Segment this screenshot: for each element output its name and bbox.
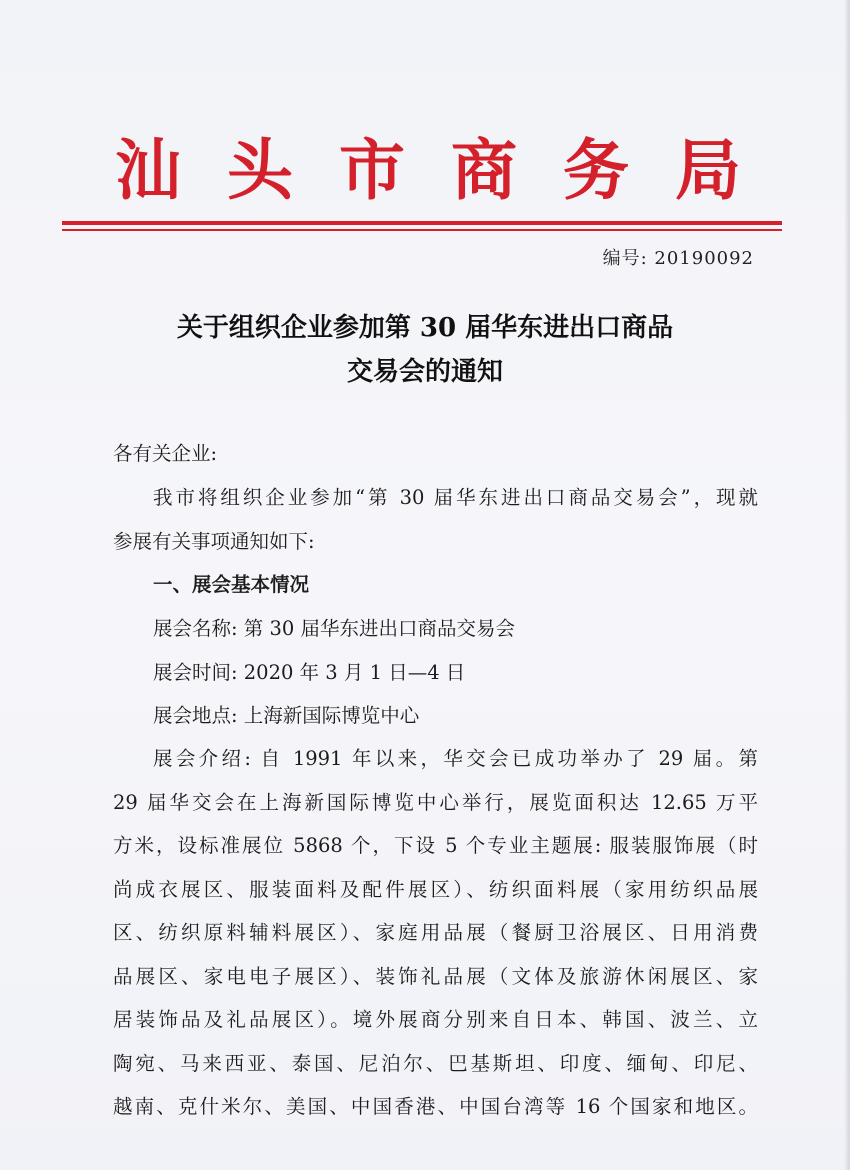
exhibition-intro-line: 方米，设标准展位 5868 个，下设 5 个专业主题展: 服装服饰展（时 — [113, 834, 758, 857]
exhibition-intro-line: 品展区、家电电子展区）、装饰礼品展（文体及旅游休闲展区、家 — [113, 965, 758, 988]
exhibition-intro-line: 展会介绍: 自 1991 年以来，华交会已成功举办了 29 届。第 — [153, 747, 758, 770]
document-title-line: 交易会的通知 — [346, 357, 503, 387]
letterhead-char: 头 — [227, 131, 293, 209]
exhibition-intro-line: 越南、克什米尔、美国、中国香港、中国台湾等 16 个国家和地区。 — [113, 1095, 758, 1118]
exhibition-time: 展会时间: 2020 年 3 月 1 日—4 日 — [153, 661, 466, 684]
exhibition-intro-line: 尚成衣展区、服装面料及配件展区）、纺织面料展（家用纺织品展 — [113, 878, 758, 901]
exhibition-intro-line: 陶宛、马来西亚、泰国、尼泊尔、巴基斯坦、印度、缅甸、印尼、 — [113, 1052, 758, 1075]
letterhead-char: 商 — [451, 131, 517, 209]
intro-paragraph-line: 参展有关事项通知如下: — [113, 530, 315, 553]
letterhead-rule-thin — [62, 229, 782, 231]
exhibition-intro-line: 29 届华交会在上海新国际博览中心举行，展览面积达 12.65 万平 — [113, 791, 758, 814]
document-title — [80, 306, 770, 394]
scan-edge-shadow — [844, 0, 850, 1170]
exhibition-name: 展会名称: 第 30 届华东进出口商品交易会 — [153, 617, 515, 640]
exhibition-location: 展会地点: 上海新国际博览中心 — [153, 704, 420, 727]
letterhead-char: 局 — [675, 131, 741, 209]
exhibition-intro-line: 区、纺织原料辅料展区）、家庭用品展（餐厨卫浴展区、日用消费 — [113, 921, 758, 944]
letterhead-title — [108, 130, 748, 210]
letterhead-char: 市 — [339, 131, 405, 209]
document-title-line: 关于组织企业参加第 30 届华东进出口商品 — [176, 313, 674, 343]
intro-paragraph-line: 我市将组织企业参加“第 30 届华东进出口商品交易会”，现就 — [153, 486, 758, 509]
letterhead-rule-thick — [62, 221, 782, 225]
letterhead-char: 汕 — [115, 131, 181, 209]
document-number: 编号: 20190092 — [602, 248, 754, 269]
exhibition-intro-line: 居装饰品及礼品展区）。境外展商分别来自日本、韩国、波兰、立 — [113, 1008, 758, 1031]
letterhead-char: 务 — [563, 131, 629, 209]
section-heading: 一、展会基本情况 — [153, 573, 310, 596]
salutation: 各有关企业: — [113, 442, 218, 465]
